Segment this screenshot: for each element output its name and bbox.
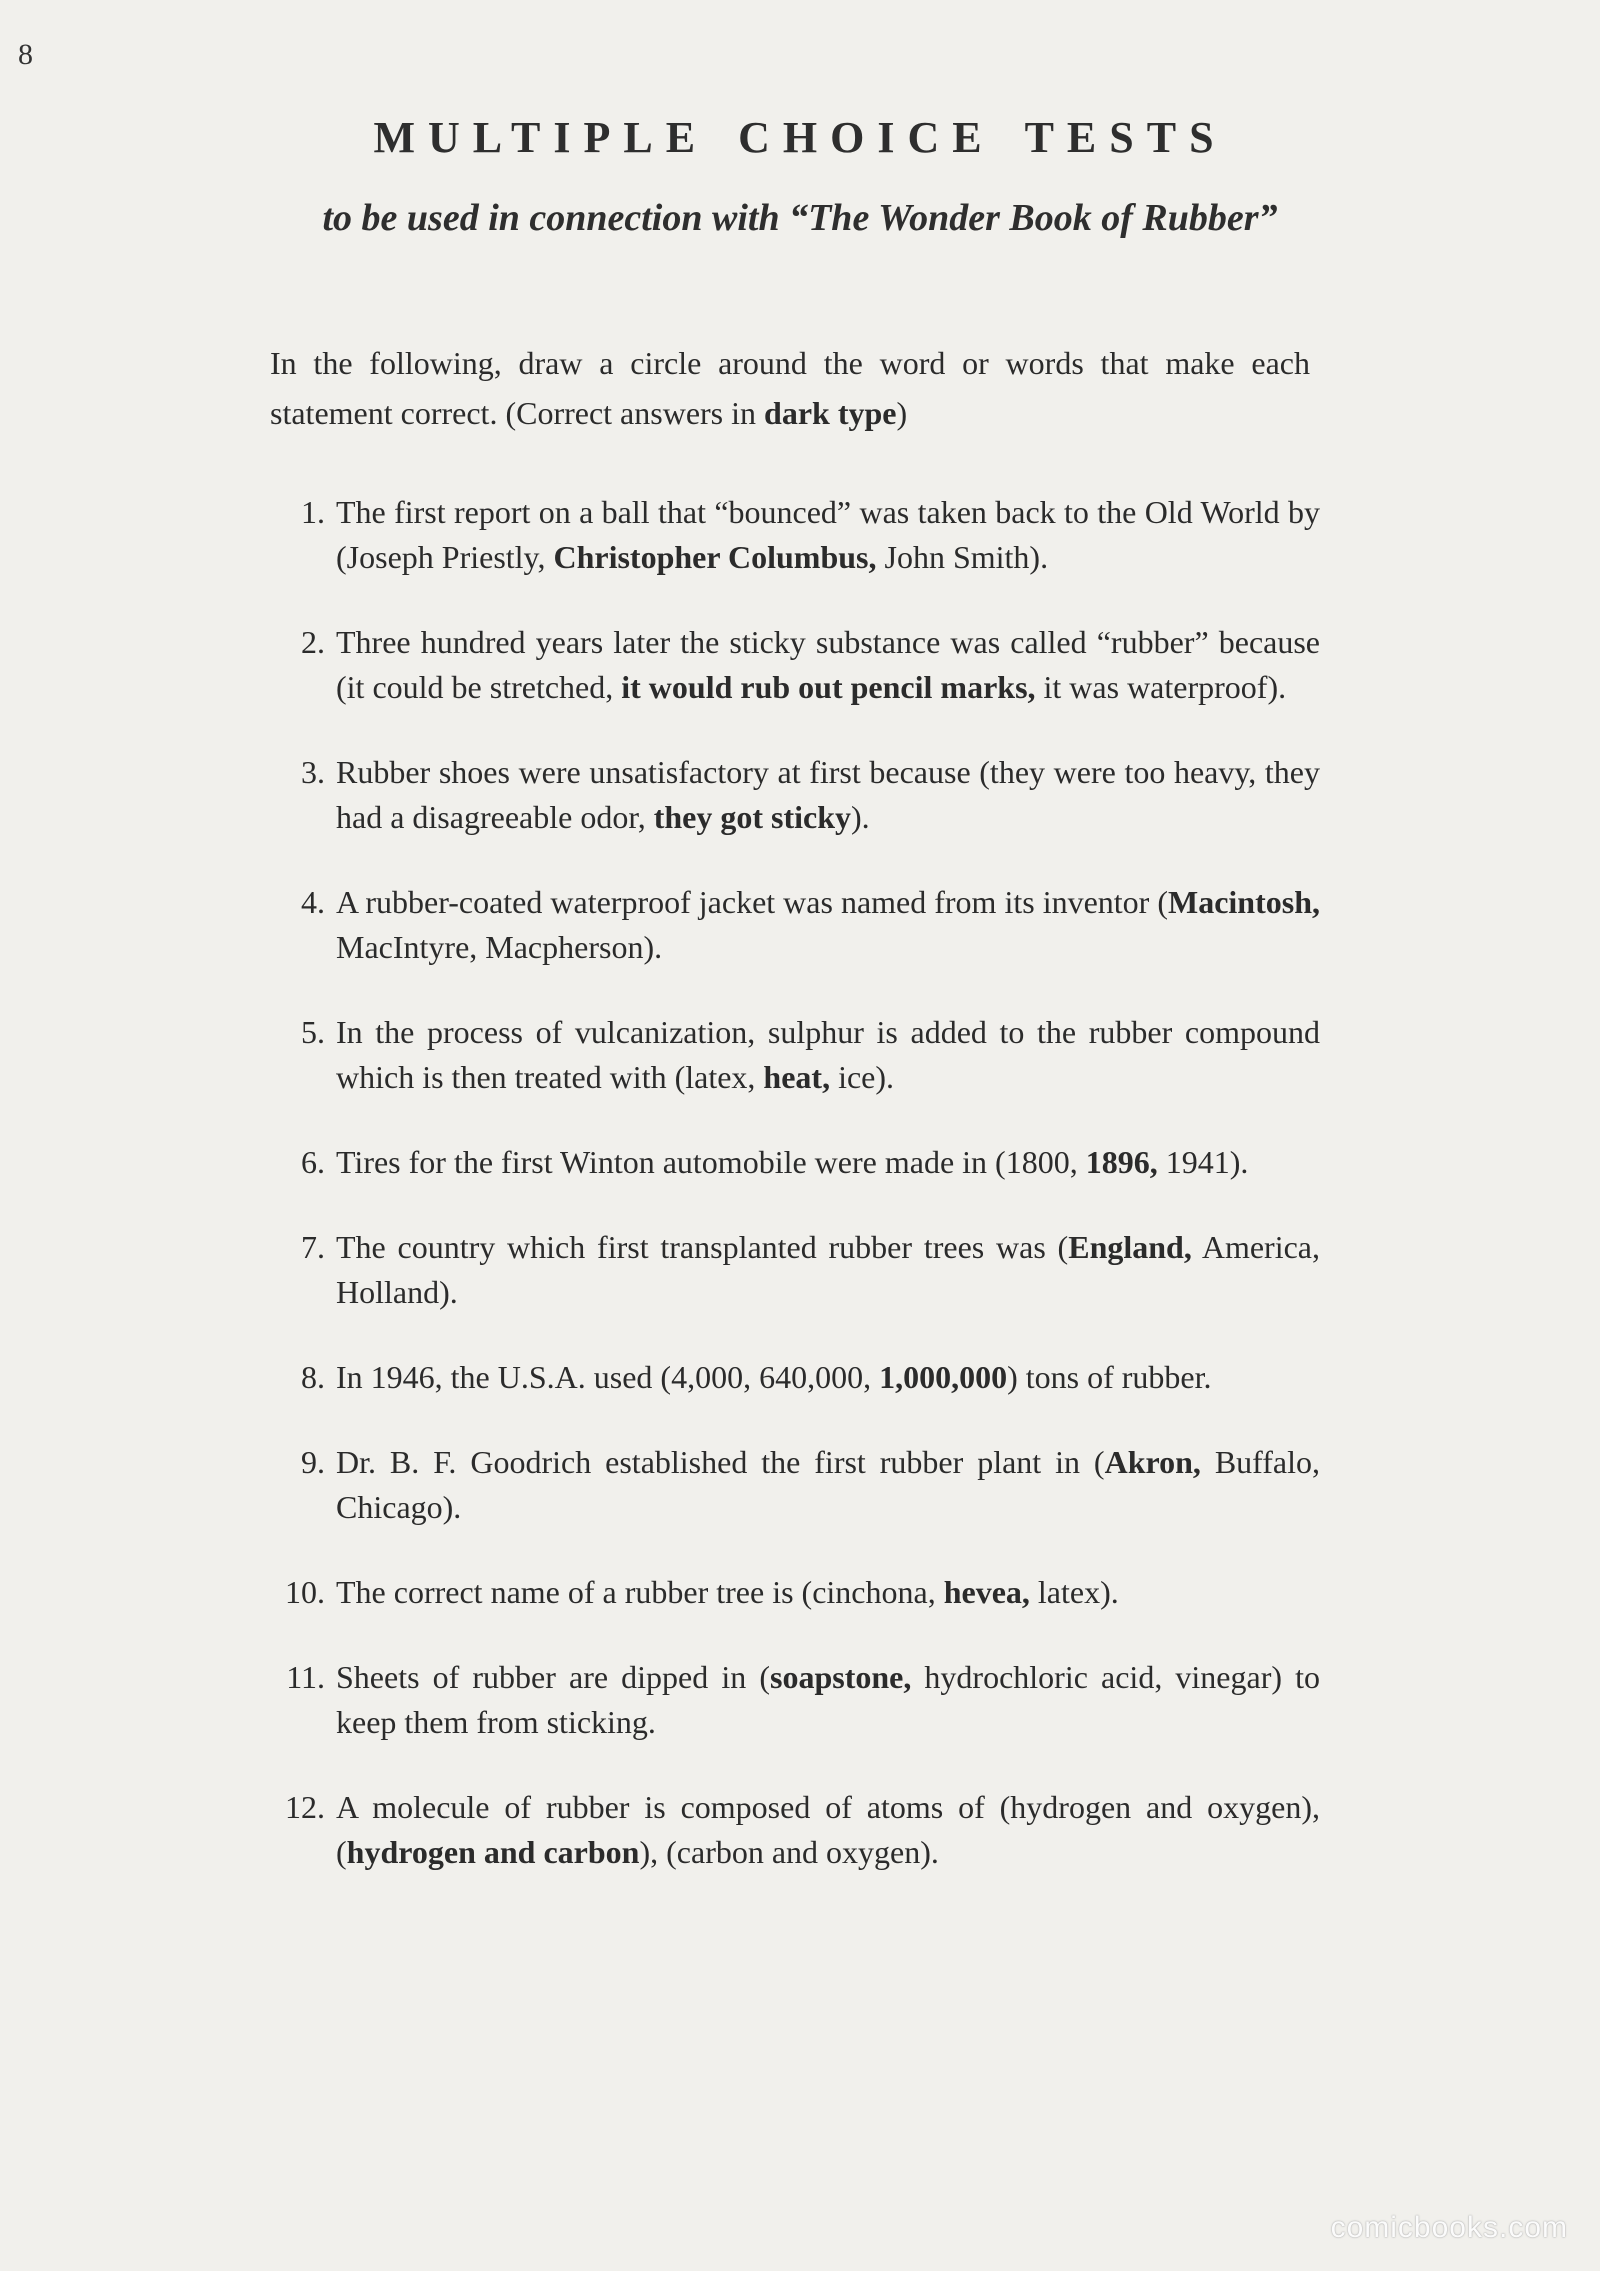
page-number: 8: [18, 38, 33, 71]
question-number: 12.: [285, 1789, 325, 1825]
title-word: MULTIPLE: [373, 113, 709, 162]
question-text: ), (carbon and oxygen).: [639, 1834, 939, 1870]
correct-answer: heat,: [763, 1059, 831, 1095]
question-text: Buffalo, Chicago).: [336, 1444, 1321, 1525]
question-text: In the process of vulcanization, sulphur is added to the rubber compound which is then treated with (latex,: [336, 1014, 1320, 1095]
question-text: MacIntyre, Macpherson).: [336, 929, 663, 965]
question-text: Rubber shoes were unsatisfactory at first because (they were too heavy, they had a disagreeable odor,: [336, 754, 1320, 835]
title-word: TESTS: [1024, 113, 1227, 162]
question-item: [270, 1570, 1320, 1615]
correct-answer: hevea,: [943, 1574, 1030, 1610]
question-item: [270, 1785, 1320, 1875]
question-item: [270, 490, 1320, 580]
question-item: [270, 1140, 1320, 1185]
question-text: Sheets of rubber are dipped in (: [336, 1659, 770, 1695]
question-text: America, Holland).: [336, 1229, 1321, 1310]
question-number: 5.: [301, 1014, 325, 1050]
question-list: [270, 490, 1320, 1875]
question-number: 1.: [301, 494, 325, 530]
question-text: ).: [851, 799, 870, 835]
question-item: [270, 880, 1320, 970]
question-item: [270, 1010, 1320, 1100]
question-text: A molecule of rubber is composed of atoms of (hydrogen and oxygen), (: [336, 1789, 1320, 1870]
question-text: Tires for the first Winton automobile were made in (1800,: [336, 1144, 1086, 1180]
question-text: it was waterproof).: [1035, 669, 1287, 705]
correct-answer: it would rub out pencil marks,: [621, 669, 1036, 705]
question-text: A rubber-coated waterproof jacket was named from its inventor (: [336, 884, 1168, 920]
question-text: latex).: [1029, 1574, 1119, 1610]
question-number: 4.: [301, 884, 325, 920]
correct-answer: they got sticky: [653, 799, 851, 835]
question-number: 7.: [301, 1229, 325, 1265]
page-subtitle: to be used in connection with “The Wonder Book of Rubber”: [322, 197, 1278, 239]
question-number: 11.: [286, 1659, 325, 1695]
question-item: [270, 1440, 1320, 1530]
question-text: Dr. B. F. Goodrich established the first rubber plant in (: [336, 1444, 1105, 1480]
question-text: John Smith).: [876, 539, 1049, 575]
correct-answer: hydrogen and carbon: [346, 1834, 640, 1870]
instructions-text: In the following, draw a circle around the word or words that make each statement correct. (Correct answers in: [270, 345, 1310, 431]
correct-answer: Christopher Columbus,: [553, 539, 877, 575]
question-text: hydrochloric acid, vinegar) to keep them from sticking.: [336, 1659, 1321, 1740]
question-number: 8.: [301, 1359, 325, 1395]
correct-answer: soapstone,: [769, 1659, 912, 1695]
question-text: ) tons of rubber.: [1007, 1359, 1212, 1395]
correct-answer: 1896,: [1085, 1144, 1158, 1180]
page-title: [0, 112, 1600, 163]
question-text: Three hundred years later the sticky substance was called “rubber” because (it could be stretched,: [336, 624, 1320, 705]
question-number: 10.: [285, 1574, 325, 1610]
question-number: 2.: [301, 624, 325, 660]
question-text: 1941).: [1157, 1144, 1249, 1180]
correct-answer: England,: [1068, 1229, 1192, 1265]
correct-answer: 1,000,000: [879, 1359, 1008, 1395]
instructions: [270, 338, 1310, 438]
question-number: 3.: [301, 754, 325, 790]
question-text: The country which first transplanted rubber trees was (: [336, 1229, 1069, 1265]
instructions-end: ): [896, 395, 908, 431]
correct-answer: Macintosh,: [1168, 884, 1320, 920]
watermark: comicbooks.com: [1330, 2211, 1568, 2244]
question-text: In 1946, the U.S.A. used (4,000, 640,000,: [336, 1359, 880, 1395]
instructions-bold: dark type: [764, 395, 897, 431]
question-item: [270, 1655, 1320, 1745]
question-number: 6.: [301, 1144, 325, 1180]
question-item: [270, 1355, 1320, 1400]
title-word: CHOICE: [738, 113, 995, 162]
question-text: The correct name of a rubber tree is (cinchona,: [336, 1574, 944, 1610]
correct-answer: Akron,: [1104, 1444, 1201, 1480]
question-item: [270, 1225, 1320, 1315]
question-text: ice).: [830, 1059, 895, 1095]
question-item: [270, 750, 1320, 840]
question-item: [270, 620, 1320, 710]
question-text: The first report on a ball that “bounced” was taken back to the Old World by (Joseph Priestly,: [336, 494, 1320, 575]
question-number: 9.: [301, 1444, 325, 1480]
